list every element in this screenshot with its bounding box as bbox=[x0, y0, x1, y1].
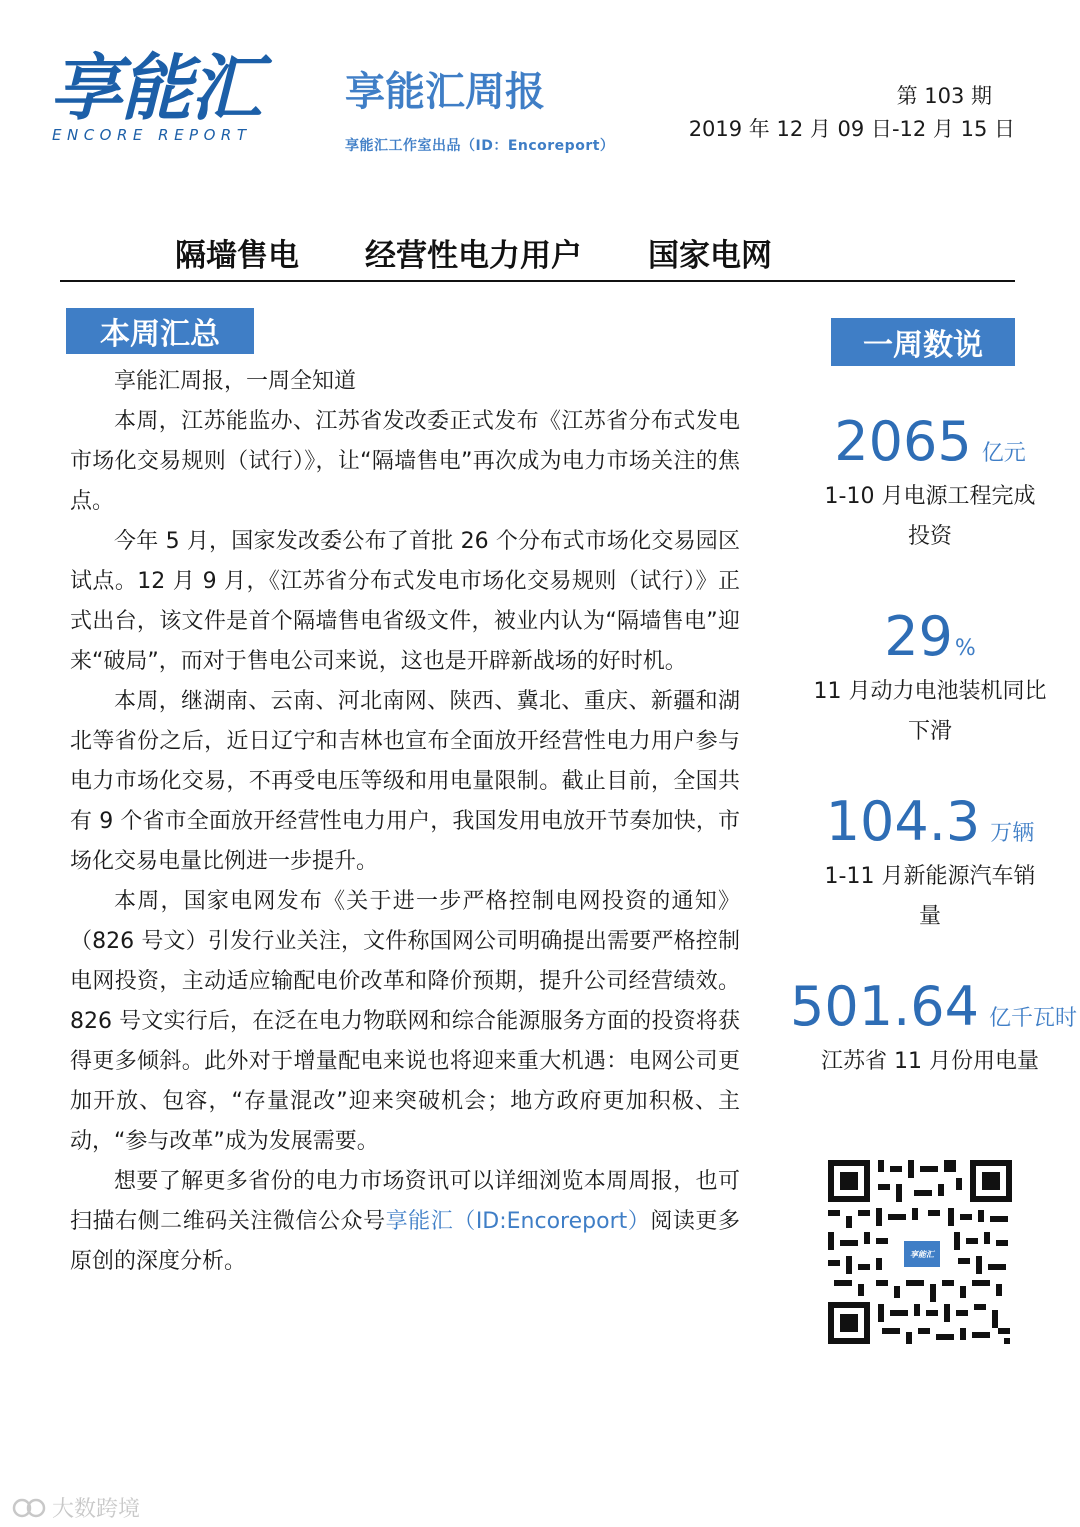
summary-intro: 享能汇周报，一周全知道 bbox=[114, 369, 357, 394]
stat-label: 1-11 月新能源汽车销量 bbox=[824, 864, 1036, 929]
summary-heading: 本周汇总 bbox=[66, 308, 254, 354]
keyword-item: 国家电网 bbox=[648, 238, 772, 274]
keyword-bar bbox=[175, 230, 772, 275]
summary-paragraph: 本周，国家电网发布《关于进一步严格控制电网投资的通知》（826 号文）引发行业关注，文件称国网公司明确提出需要严格控制电网投资，主动适应输配电价改革和降价预期，提升公司经营绩效。826 号文实行后，在泛在电力物联网和综合能源服务方面的投资将获得更多倾斜。此外对于增量配电来说也将迎来重大机遇：电网公司更加开放、包容，“存量混改”迎来突破机会；地方政府更加积极、主动，“参与改革”成为发展需要。 bbox=[70, 889, 740, 1154]
qr-center-logo bbox=[900, 1232, 944, 1276]
stat-unit: 亿元 bbox=[981, 441, 1026, 466]
brand-logo bbox=[50, 48, 300, 148]
keyword-divider bbox=[60, 280, 1015, 282]
stat-unit: 亿千瓦时 bbox=[988, 1006, 1077, 1031]
report-title: 享能汇周报 bbox=[345, 69, 545, 115]
stat-item bbox=[790, 605, 1070, 752]
summary-closing bbox=[70, 1162, 740, 1282]
stat-item bbox=[790, 975, 1077, 1082]
summary-article bbox=[70, 362, 740, 1282]
keyword-item: 隔墙售电 bbox=[175, 238, 299, 274]
stats-heading: 一周数说 bbox=[831, 318, 1015, 366]
watermark-text: 大数跨境 bbox=[52, 1497, 141, 1522]
stat-label: 11 月动力电池装机同比下滑 bbox=[813, 679, 1047, 744]
stat-label: 1-10 月电源工程完成投资 bbox=[824, 484, 1036, 549]
issue-number: 第 103 期 bbox=[896, 84, 992, 108]
stat-value: 2065 bbox=[834, 410, 972, 473]
summary-paragraph: 本周，江苏能监办、江苏省发改委正式发布《江苏省分布式发电市场化交易规则（试行）》，让“隔墙售电”再次成为电力市场关注的焦点。 bbox=[70, 409, 740, 514]
stat-unit: % bbox=[954, 636, 976, 661]
stat-unit: 万辆 bbox=[990, 821, 1035, 846]
watermark-logo-icon bbox=[12, 1497, 46, 1519]
logo-text: 享能汇 bbox=[50, 46, 261, 130]
report-subtitle: 享能汇工作室出品（ID：Encoreport） bbox=[345, 138, 615, 154]
closing-text: 想要了解更多省份的电力市场资讯可以详细浏览本周周报，也可扫描右侧二维码关注微信公众号 bbox=[70, 1169, 740, 1234]
watermark bbox=[12, 1492, 140, 1523]
logo-subtext: ENCORE REPORT bbox=[52, 126, 252, 144]
stat-label: 江苏省 11 月份用电量 bbox=[821, 1049, 1039, 1074]
stat-value: 104.3 bbox=[825, 790, 981, 853]
keyword-item: 经营性电力用户 bbox=[365, 238, 582, 274]
summary-paragraph: 本周，继湖南、云南、河北南网、陕西、冀北、重庆、新疆和湖北等省份之后，近日辽宁和吉林也宣布全面放开经营性电力用户参与电力市场化交易，不再受电压等级和用电量限制。截止目前，全国共有 9 个省市全面放开经营性电力用户，我国发用电放开节奏加快，市场化交易电量比例进一步提升。 bbox=[70, 689, 740, 874]
summary-paragraph: 今年 5 月，国家发改委公布了首批 26 个分布式市场化交易园区试点。12 月 9 月，《江苏省分布式发电市场化交易规则（试行）》正式出台，该文件是首个隔墙售电省级文件，被业内认为“隔墙售电”迎来“破局”，而对于售电公司来说，这也是开辟新战场的好时机。 bbox=[70, 529, 740, 674]
stat-item bbox=[790, 410, 1070, 557]
date-range: 2019 年 12 月 09 日-12 月 15 日 bbox=[688, 117, 1015, 141]
stat-value: 501.64 bbox=[790, 975, 979, 1038]
stat-value: 29 bbox=[884, 605, 953, 668]
wechat-account-link[interactable]: 享能汇（ID:Encoreport） bbox=[385, 1209, 651, 1234]
closing-text-end: 阅读更多原创的深度分析。 bbox=[70, 1209, 740, 1274]
stat-item bbox=[790, 790, 1070, 937]
qr-center-label: 享能汇 bbox=[904, 1241, 940, 1267]
wechat-qr-code[interactable] bbox=[828, 1160, 1012, 1344]
